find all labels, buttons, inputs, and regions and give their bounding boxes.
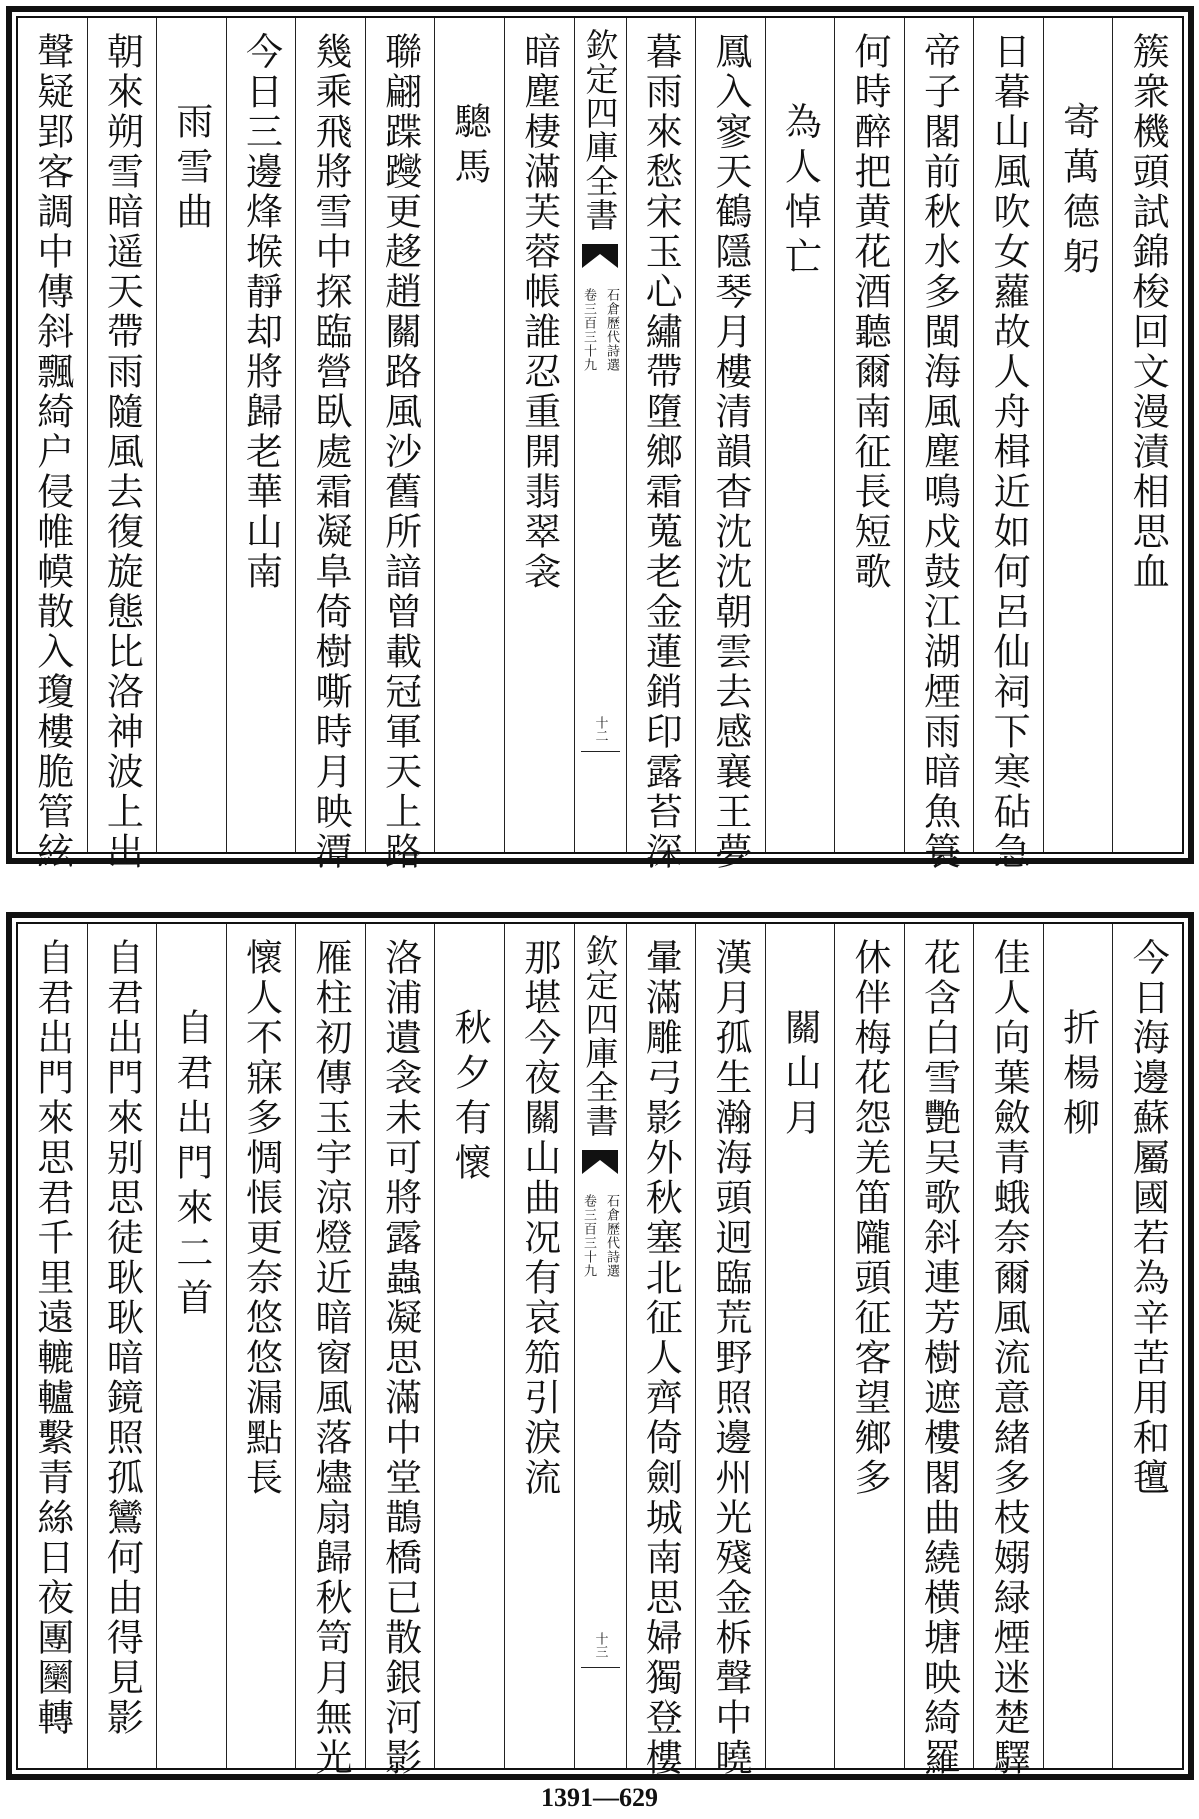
verse-column [626,18,696,872]
verse-line: 花含白雪艷吴歌斜連芳樹遮樓閣曲繞横塘映綺羅 [917,938,961,1778]
verse-column [504,924,574,1768]
collection-header: 欽定四庫全書 [580,934,620,1138]
poem-title: 關山月 [778,1008,822,1143]
verse-line: 暗塵棲滿芙蓉帳誰忍重開翡翠衾 [517,32,561,592]
poem-title-column [765,18,835,852]
top-page-columns [16,16,1184,872]
top-page [6,6,1194,872]
verse-line: 鳳入寥天鶴隱琴月樓清韻杳沈沈朝雲去感襄王夢 [708,32,752,872]
juan-number: 卷三百三十九 [581,1194,596,1278]
poem-title: 雨雪曲 [169,102,213,237]
verse-line: 聯翩蹀躞更趍趙關路風沙舊所諳曾載冠軍天上路 [378,32,422,872]
leaf-rule [581,1667,620,1669]
work-title: 石倉歷代詩選 [604,288,619,372]
verse-column [1112,924,1182,1768]
verse-line: 何時醉把黄花酒聽爾南征長短歌 [847,32,891,592]
center-margin-column [574,924,626,1768]
poem-title-column [434,18,504,852]
poem-title: 秋夕有懷 [448,1008,492,1188]
verse-column [87,18,157,872]
verse-line: 暮雨來愁宋玉心繡帶墮鄉霜蒐老金蓮銷印露苔深 [639,32,683,872]
poem-title: 自君出門來二首 [169,1008,213,1323]
fish-tail-mark-icon [580,240,620,270]
verse-line: 雁柱初傳玉宇涼燈近暗窗風落燼扇歸秋笥月無光 [309,938,353,1778]
verse-column [226,18,296,852]
bottom-page-columns [16,922,1184,1778]
verse-column [365,18,435,872]
verse-column [626,924,696,1778]
verse-column [295,924,365,1778]
verse-column [834,924,904,1768]
verse-column [226,924,296,1768]
volume-info [579,288,621,372]
poem-title-column [1043,18,1113,852]
work-title: 石倉歷代詩選 [604,1194,619,1278]
verse-line: 朝來朔雪暗遥天帶雨隨風去復旋態比洛神波上出 [100,32,144,872]
verse-column [295,18,365,872]
leaf-number: 十二 [592,716,608,742]
verse-line: 休伴梅花怨羌笛隴頭征客望鄉多 [847,938,891,1498]
verse-column [904,924,974,1778]
verse-column [973,924,1043,1778]
verse-line: 幾乘飛將雪中探臨營臥處霜凝阜倚樹嘶時月映潭 [309,32,353,872]
poem-title-column [156,18,226,852]
verse-line: 今日三邊烽堠靜却將歸老華山南 [239,32,283,592]
verse-column [18,924,87,1768]
poem-title-column [434,924,504,1768]
leaf-rule [581,751,620,753]
verse-column [18,18,87,872]
verse-line: 暈滿雕弓影外秋塞北征人齊倚劍城南思婦獨登樓 [639,938,683,1778]
verse-line: 日暮山風吹女蘿故人舟楫近如何呂仙祠下寒砧急 [987,32,1031,872]
center-margin-column [574,18,626,852]
poem-title-column [1043,924,1113,1768]
verse-line: 自君出門來思君千里遠轆轤繫青絲日夜團圞轉 [30,938,74,1738]
verse-line: 帝子閣前秋水多閩海風塵鳴戍鼓江湖煙雨暗魚簑 [917,32,961,872]
verse-line: 懷人不寐多惆悵更奈悠悠漏點長 [239,938,283,1498]
verse-line: 聲疑郢客調中傳斜飄綺户侵帷幙散入瓊樓脆管絃 [30,32,74,872]
poem-title-column [156,924,226,1768]
verse-column [365,924,435,1778]
folio-number: 1391—629 [541,1783,658,1812]
verse-column [904,18,974,872]
fish-tail-mark-icon [580,1146,620,1176]
verse-line: 今日海邊蘇屬國若為辛苦用和氊 [1126,938,1170,1498]
collection-header: 欽定四庫全書 [580,28,620,232]
verse-line: 洛浦遺衾未可將露蟲凝思滿中堂鵲橋已散銀河影 [378,938,422,1778]
verse-column [87,924,157,1768]
poem-title-column [765,924,835,1768]
verse-column [695,924,765,1778]
verse-column [695,18,765,872]
juan-number: 卷三百三十九 [581,288,596,372]
poem-title: 驄馬 [448,102,492,192]
bottom-page [6,912,1194,1780]
volume-info [579,1194,621,1278]
verse-column [973,18,1043,872]
leaf-number: 十三 [592,1632,608,1658]
poem-title: 寄萬德躬 [1056,102,1100,282]
verse-column [834,18,904,852]
poem-title: 為人悼亡 [778,102,822,282]
verse-column [504,18,574,852]
verse-column [1112,18,1182,852]
verse-line: 自君出門來别思徒耿耿暗鏡照孤鸞何由得見影 [100,938,144,1738]
verse-line: 漢月孤生瀚海頭迥臨荒野照邊州光殘金柝聲中曉 [708,938,752,1778]
poem-title: 折楊柳 [1056,1008,1100,1143]
verse-line: 那堪今夜關山曲况有哀笳引淚流 [517,938,561,1498]
verse-line: 佳人向葉斂青蛾奈爾風流意緒多枝嫋緑煙迷楚驛 [987,938,1031,1778]
verse-line: 簇衆機頭試錦梭回文漫漬相思血 [1126,32,1170,592]
